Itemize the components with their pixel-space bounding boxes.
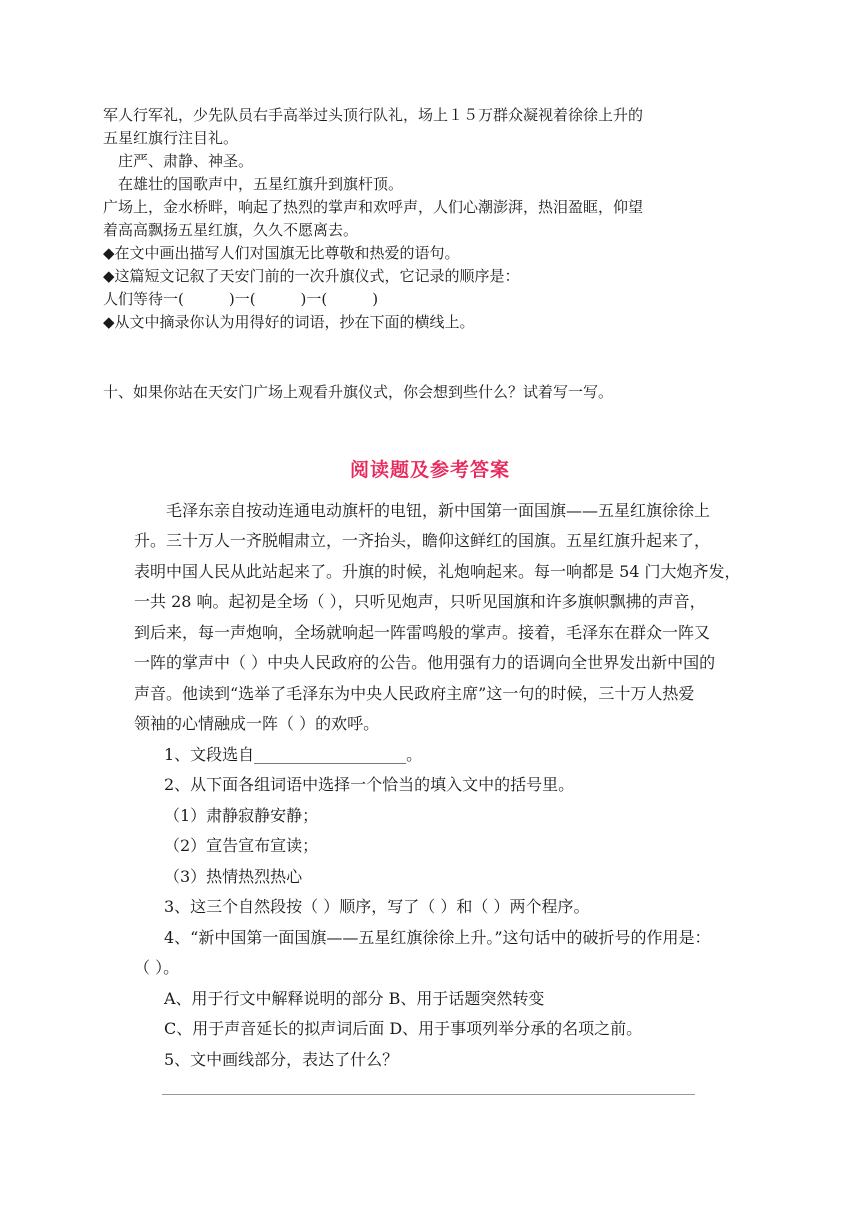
passage-line-7: 声音。他读到“选举了毛泽东为中央人民政府主席”这一句的时候，三十万人热爱 [134, 684, 695, 703]
section-title: 阅读题及参考答案 [349, 459, 510, 481]
question-2-option-2: （2）宣告宣布宣读； [164, 836, 319, 855]
question-10: 十、如果你站在天安门广场上观看升旗仪式，你会想到些什么？试着写一写。 [103, 383, 614, 401]
part1-line-4: 在雄壮的国歌声中，五星红旗升到旗杆顶。 [118, 175, 404, 193]
answer-line [162, 1094, 695, 1095]
part1-bullet-3: ◆从文中摘录你认为用得好的词语，抄在下面的横线上。 [103, 313, 475, 331]
question-2-option-1: （1）肃静寂静安静； [164, 806, 319, 825]
question-5: 5、文中画线部分，表达了什么？ [164, 1050, 399, 1069]
part1-bullet-1: ◆在文中画出描写人们对国旗无比尊敬和热爱的语句。 [103, 244, 460, 262]
question-1: 1、文段选自___________________。 [164, 745, 423, 764]
passage-line-8: 领袖的心情融成一阵（ ）的欢呼。 [134, 714, 380, 733]
passage-line-3: 表明中国人民从此站起来了。升旗的时候，礼炮响起来。每一响都是 54 门大炮齐发， [134, 562, 741, 581]
part1-line-5: 广场上，金水桥畔，响起了热烈的掌声和欢呼声，人们心潮澎湃，热泪盈眶，仰望 [103, 198, 644, 216]
part1-line-3: 庄严、肃静、神圣。 [118, 152, 254, 170]
passage-line-5: 到后来，每一声炮响，全场就响起一阵雷鸣般的掌声。接着，毛泽东在群众一阵又 [134, 623, 711, 642]
passage-line-6: 一阵的掌声中（ ）中央人民政府的公告。他用强有力的语调向全世界发出新中国的 [134, 653, 716, 672]
question-2-option-3: （3）热情热烈热心 [164, 867, 303, 886]
question-3: 3、这三个自然段按（ ）顺序，写了（ ）和（ ）两个程序。 [164, 897, 590, 916]
passage-line-2: 升。三十万人一齐脱帽肃立，一齐抬头，瞻仰这鲜红的国旗。五星红旗升起来了， [134, 531, 711, 550]
passage-line-4: 一共 28 响。起初是全场（ ），只听见炮声，只听见国旗和许多旗帜飘拂的声音， [134, 592, 706, 611]
part1-line-2: 五星红旗行注目礼。 [103, 129, 239, 147]
part1-line-1: 军人行军礼，少先队员右手高举过头顶行队礼，场上１５万群众凝视着徐徐上升的 [103, 106, 644, 124]
question-2: 2、从下面各组词语中选择一个恰当的填入文中的括号里。 [164, 775, 575, 794]
question-4-answer-blank: （ ）。 [134, 958, 180, 977]
question-4: 4、“新中国第一面国旗——五星红旗徐徐上升。”这句话中的破折号的作用是： [164, 928, 711, 947]
part1-sequence-blanks: 人们等待一( )一( )一( ) [103, 290, 379, 308]
part1-bullet-2: ◆这篇短文记叙了天安门前的一次升旗仪式，它记录的顺序是： [103, 267, 520, 285]
part1-line-6: 着高高飘扬五星红旗，久久不愿离去。 [103, 221, 359, 239]
passage-line-1: 毛泽东亲自按动连通电动旗杆的电钮，新中国第一面国旗——五星红旗徐徐上 [166, 501, 711, 520]
question-4-options-cd: C、用于声音延长的拟声词后面 D、用于事项列举分承的名项之前。 [164, 1019, 643, 1038]
question-4-options-ab: A、用于行文中解释说明的部分 B、用于话题突然转变 [164, 989, 545, 1008]
